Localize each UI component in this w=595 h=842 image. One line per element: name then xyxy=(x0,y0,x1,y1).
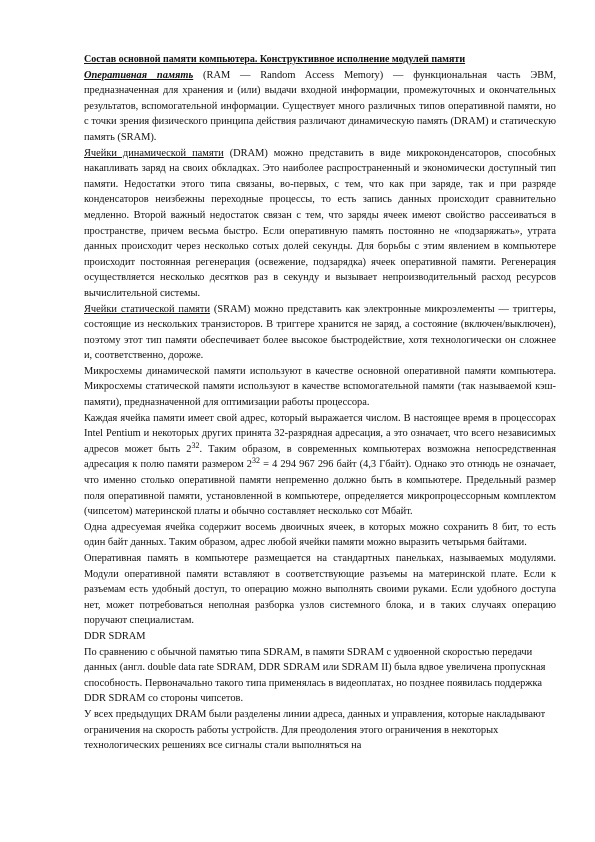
exponent-2: 32 xyxy=(252,456,260,466)
exponent-1: 32 xyxy=(191,440,200,450)
term-dram: Ячейки динамической памяти xyxy=(84,147,224,159)
paragraph-sram-text: (SRAM) можно представить как электронные микроэлементы — триггеры, состоящие из нескольких транзисторов. В триггере хранится не заряд, а состояние (включен/выключен), поэтому этот тип памяти обеспечивает более высокое быстродействие, хотя технологически он сложнее и, соответственно, дороже. xyxy=(84,303,556,362)
term-sram: Ячейки статической памяти xyxy=(84,303,211,315)
term-ram: Оперативная память xyxy=(84,69,194,81)
section-heading-ddr: DDR SDRAM xyxy=(84,630,146,642)
paragraph-ddr: По сравнению с обычной памятью типа SDRAM, в памяти SDRAM с удвоенной скоростью передачи данных (англ. double data rate SDRAM, DDR SDRAM или SDRAM II) была вдвое увеличена пропускная способность. Первоначально такого типа применялась в видеоплатах, но позднее появилась поддержка DDR SDRAM со стороны чипсетов. xyxy=(84,646,546,705)
paragraph-dram-lines: У всех предыдущих DRAM были разделены линии адреса, данных и управления, которые накладывают ограничения на скорость работы устройств. Для преодоления этого ограничения в некоторых технологических решениях все сигналы стали выполняться на xyxy=(84,708,546,752)
document-page xyxy=(84,52,556,754)
paragraph-ram xyxy=(84,68,556,146)
paragraph-addressing xyxy=(84,411,556,520)
addressing-text-c: = 4 294 967 296 байт (4,3 Гбайт). Однако это отнюдь не означает, что именно столько оперативной памяти непременно должно быть в компьютере. Предельный размер поля оперативной памяти, установленной в компьютере, определяется микропроцессорным комплектом (чипсетом) материнской платы и обычно составляет несколько сот Мбайт. xyxy=(84,459,556,518)
paragraph-sram xyxy=(84,302,556,364)
document-title: Состав основной памяти компьютера. Конструктивное исполнение модулей памяти xyxy=(84,54,466,65)
paragraph-chips: Микросхемы динамической памяти используют в качестве основной оперативной памяти компьютера. Микросхемы статической памяти используют в качестве вспомогательной памяти (так называемой кэш-памяти), предназначенной для оптимизации работы процессора. xyxy=(84,365,556,409)
paragraph-ram-text: (RAM — Random Access Memory) — функциональная часть ЭВМ, предназначенная для хранения и (или) выдачи входной информации, промежуточных и окончательных результатов, вспомогательной информации. Существует много различных типов оперативной памяти, но с точки зрения физического принципа действия различают динамическую память (DRAM) и статическую память (SRAM). xyxy=(84,69,556,143)
paragraph-dram xyxy=(84,146,556,302)
paragraph-cell: Одна адресуемая ячейка содержит восемь двоичных ячеек, в которых можно сохранить 8 бит, то есть один байт данных. Таким образом, адрес любой ячейки памяти можно выразить четырьмя байтами. xyxy=(84,521,556,549)
addressing-text-b: . Таким образом, в современных компьютерах возможна непосредственная адресация к полю памяти размером 2 xyxy=(84,443,556,471)
addressing-text-a: Каждая ячейка памяти имеет свой адрес, который выражается числом. В настоящее время в процессорах Intel Pentium и некоторых других принята 32-разрядная адресация, а это означает, что всего независимых адресов может быть 2 xyxy=(84,412,556,455)
paragraph-modules: Оперативная память в компьютере размещается на стандартных панельках, называемых модулями. Модули оперативной памяти вставляют в соответствующие разъемы на материнской плате. Если к разъемам есть удобный доступ, то операцию можно выполнять своими руками. Если удобного доступа нет, может потребоваться неполная разборка узлов системного блока, и в таких случаях операцию поручают специалистам. xyxy=(84,553,556,627)
paragraph-dram-text: (DRAM) можно представить в виде микроконденсаторов, способных накапливать заряд на своих обкладках. Это наиболее распространенный и экономически доступный тип памяти. Недостатки этого типа связаны, во-первых, с тем, что как при заряде, так и при разряде конденсаторов неизбежны переходные процессы, то есть запись данных происходит сравнительно медленно. Второй важный недостаток связан с тем, что заряды ячеек имеют свойство рассеиваться в пространстве, причем весьма быстро. Если оперативную память постоянно не «подзаряжать», утрата данных происходит через несколько сотых долей секунды. Для борьбы с этим явлением в компьютере происходит постоянная регенерация (освежение, подзарядка) ячеек оперативной памяти. Регенерация осуществляется несколько десятков раз в секунду и вызывает непроизводительный расход ресурсов вычислительной системы. xyxy=(84,147,556,299)
